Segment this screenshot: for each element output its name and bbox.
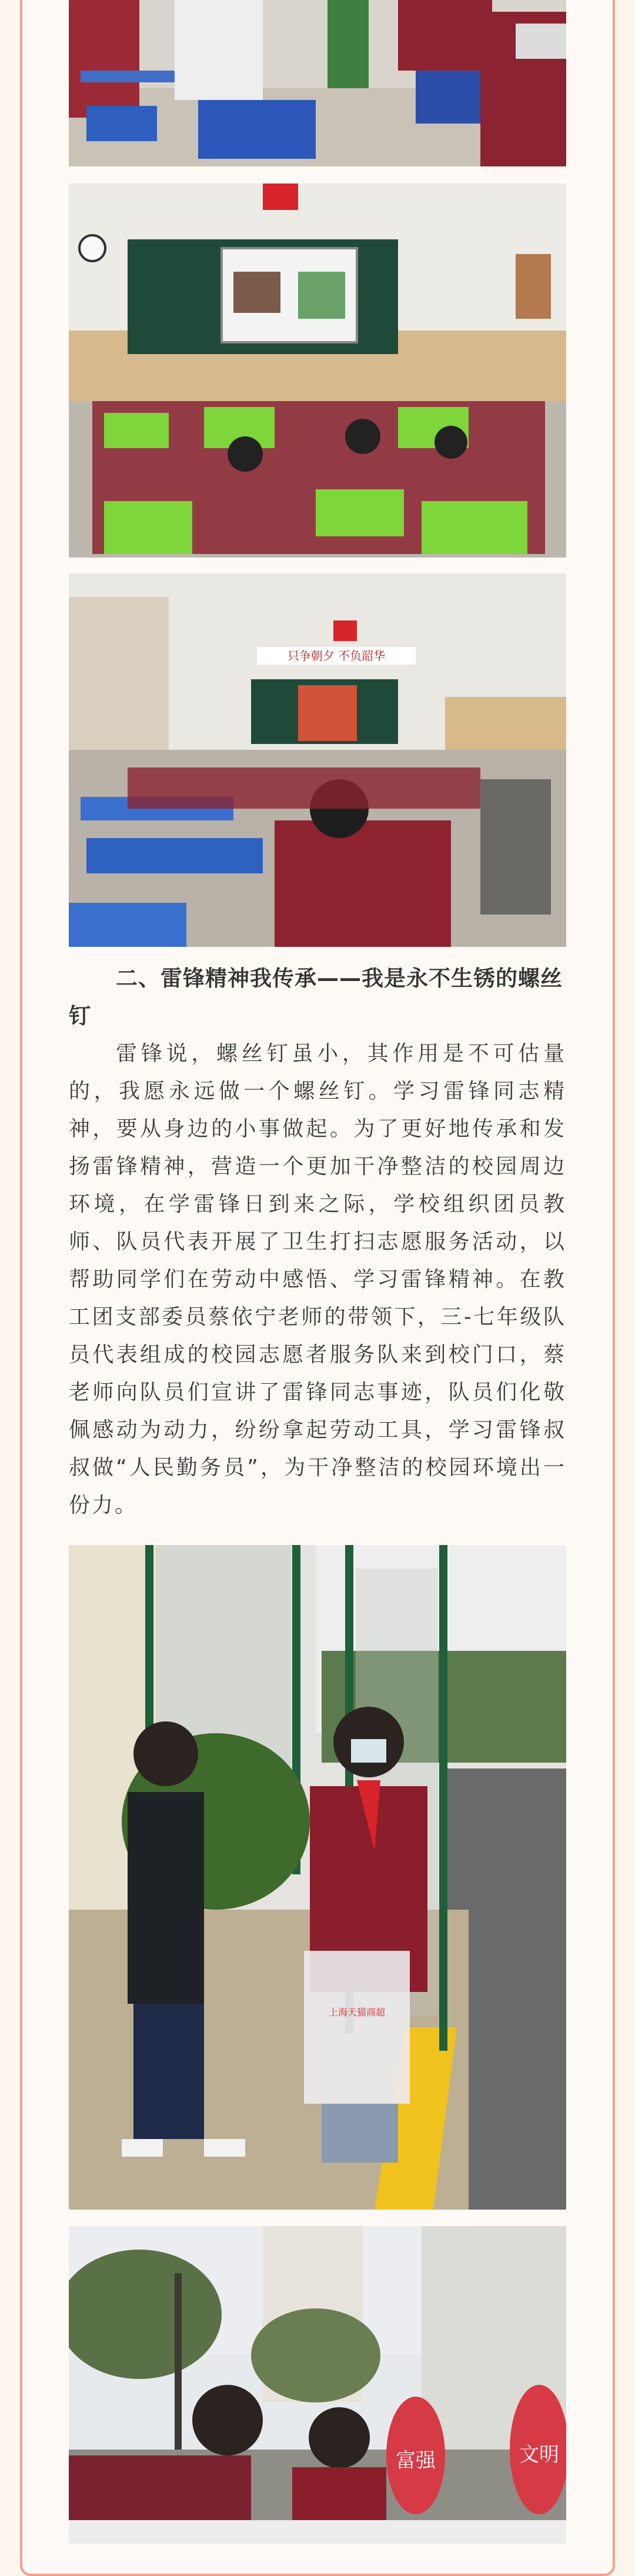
classroom-photo-2 — [69, 183, 566, 558]
section-body: 雷锋说，螺丝钉虽小，其作用是不可估量的，我愿永远做一个螺丝钉。学习雷锋同志精神，要从身边的小事做起。为了更好地传承和发扬雷锋精神，营造一个更加干净整洁的校园周边环境，在学雷锋日到来之际，学校组织团员教师、队员代表开展了卫生打扫志愿服务活动，以帮助同学们在劳动中感悟、学习雷锋精神。在教工团支部委员蔡依宁老师的带领下，三-七年级队员代表组成的校园志愿者服务队来到校门口，蔡老师向队员们宣讲了雷锋同志事迹，队员们化敬佩感动为动力，纷纷拿起劳动工具，学习雷锋叔叔做“人民勤务员”，为干净整洁的校园环境出一份力。 — [69, 1042, 566, 1517]
volunteer-signs-photo — [69, 2226, 566, 2544]
sign-fuqiang: 富强 — [396, 2449, 436, 2472]
trash-bag-text: 上海天猫商超 — [328, 2007, 386, 2018]
classroom-photo-3 — [69, 573, 566, 947]
section-title: 二、雷锋精神我传承——我是永不生锈的螺丝钉 — [69, 966, 563, 1029]
volunteer-cleaning-photo — [69, 1545, 566, 2210]
sign-wenming: 文明 — [519, 2443, 559, 2467]
classroom-banner: 只争朝夕 不负韶华 — [287, 649, 386, 663]
classroom-photo-1 — [69, 0, 566, 166]
